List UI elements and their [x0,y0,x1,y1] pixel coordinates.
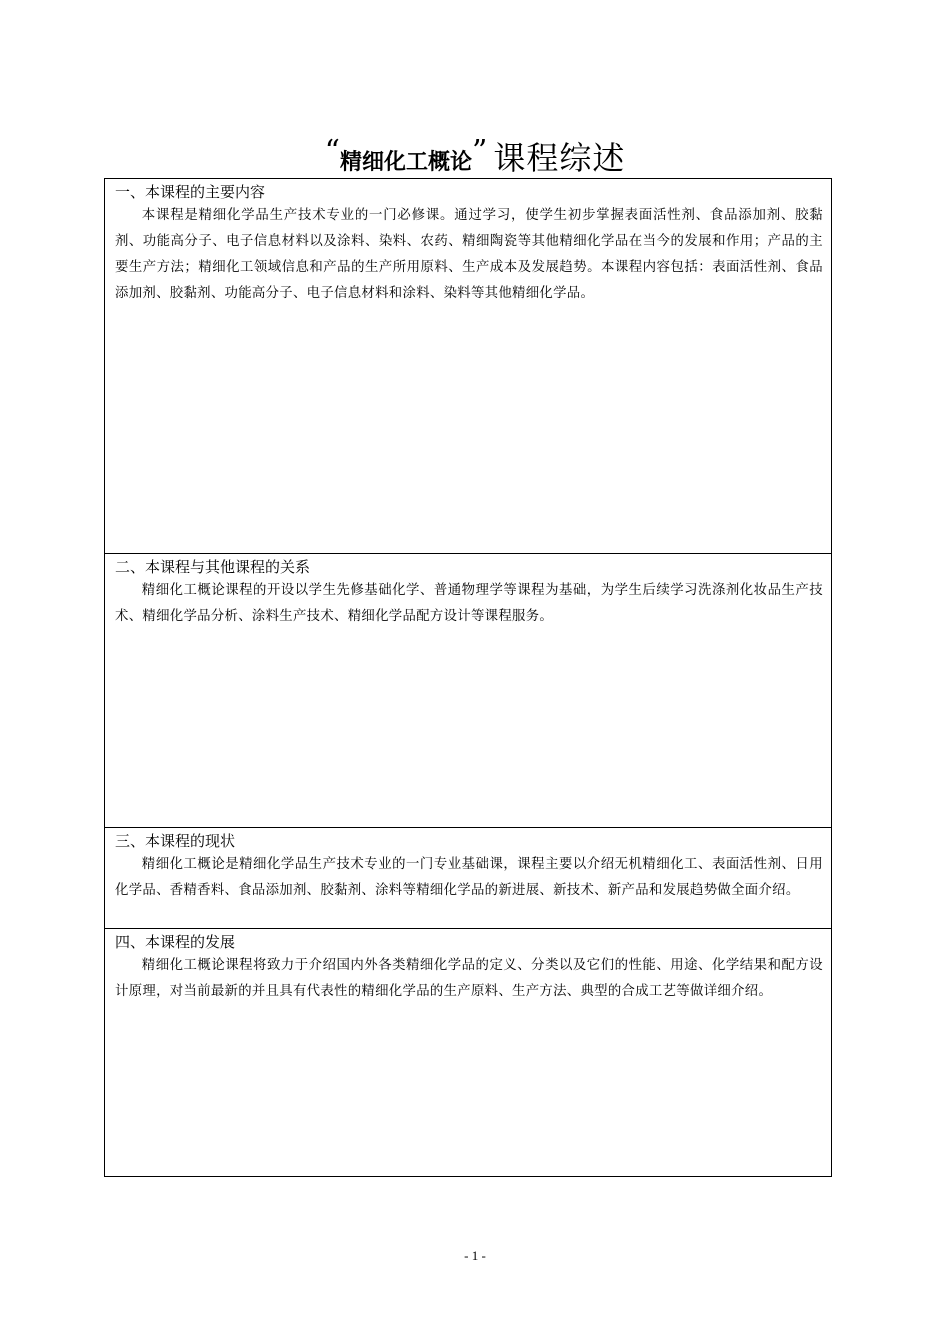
page-number: - 1 - [464,1248,486,1263]
section-heading: 一、本课程的主要内容 [115,183,266,201]
section-body: 精细化工概论课程的开设以学生先修基础化学、普通物理学等课程为基础，为学生后续学习洗涤剂化妆品生产技术、精细化学品分析、涂料生产技术、精细化学品配方设计等课程服务。 [115,583,823,624]
section-heading: 二、本课程与其他课程的关系 [115,558,311,576]
title-open-quote: “ [324,134,340,169]
review-table [104,178,832,1177]
section-heading: 四、本课程的发展 [115,933,236,951]
section-course-relations [105,553,831,827]
section-body: 精细化工概论课程将致力于介绍国内外各类精细化学品的定义、分类以及它们的性能、用途、化学结果和配方设计原理，对当前最新的并且具有代表性的精细化学品的生产原料、生产方法、典型的合成工艺等做详细介绍。 [115,958,823,999]
title-suffix: 课程综述 [493,139,626,177]
title-course-name: 精细化工概论 [339,150,472,175]
title-close-quote: ” [472,134,488,169]
section-development [105,928,831,1176]
section-body: 本课程是精细化学品生产技术专业的一门必修课。通过学习，使学生初步掌握表面活性剂、食品添加剂、胶黏剂、功能高分子、电子信息材料以及涂料、染料、农药、精细陶瓷等其他精细化学品在当今的发展和作用；产品的主要生产方法；精细化工领域信息和产品的生产所用原料、生产成本及发展趋势。本课程内容包括：表面活性剂、食品添加剂、胶黏剂、功能高分子、电子信息材料和涂料、染料等其他精细化学品。 [115,208,823,301]
section-current-status [105,827,831,928]
section-heading: 三、本课程的现状 [115,832,236,850]
section-body: 精细化工概论是精细化学品生产技术专业的一门专业基础课，课程主要以介绍无机精细化工、表面活性剂、日用化学品、香精香料、食品添加剂、胶黏剂、涂料等精细化学品的新进展、新技术、新产品和发展趋势做全面介绍。 [115,857,823,898]
section-main-content [105,179,831,553]
